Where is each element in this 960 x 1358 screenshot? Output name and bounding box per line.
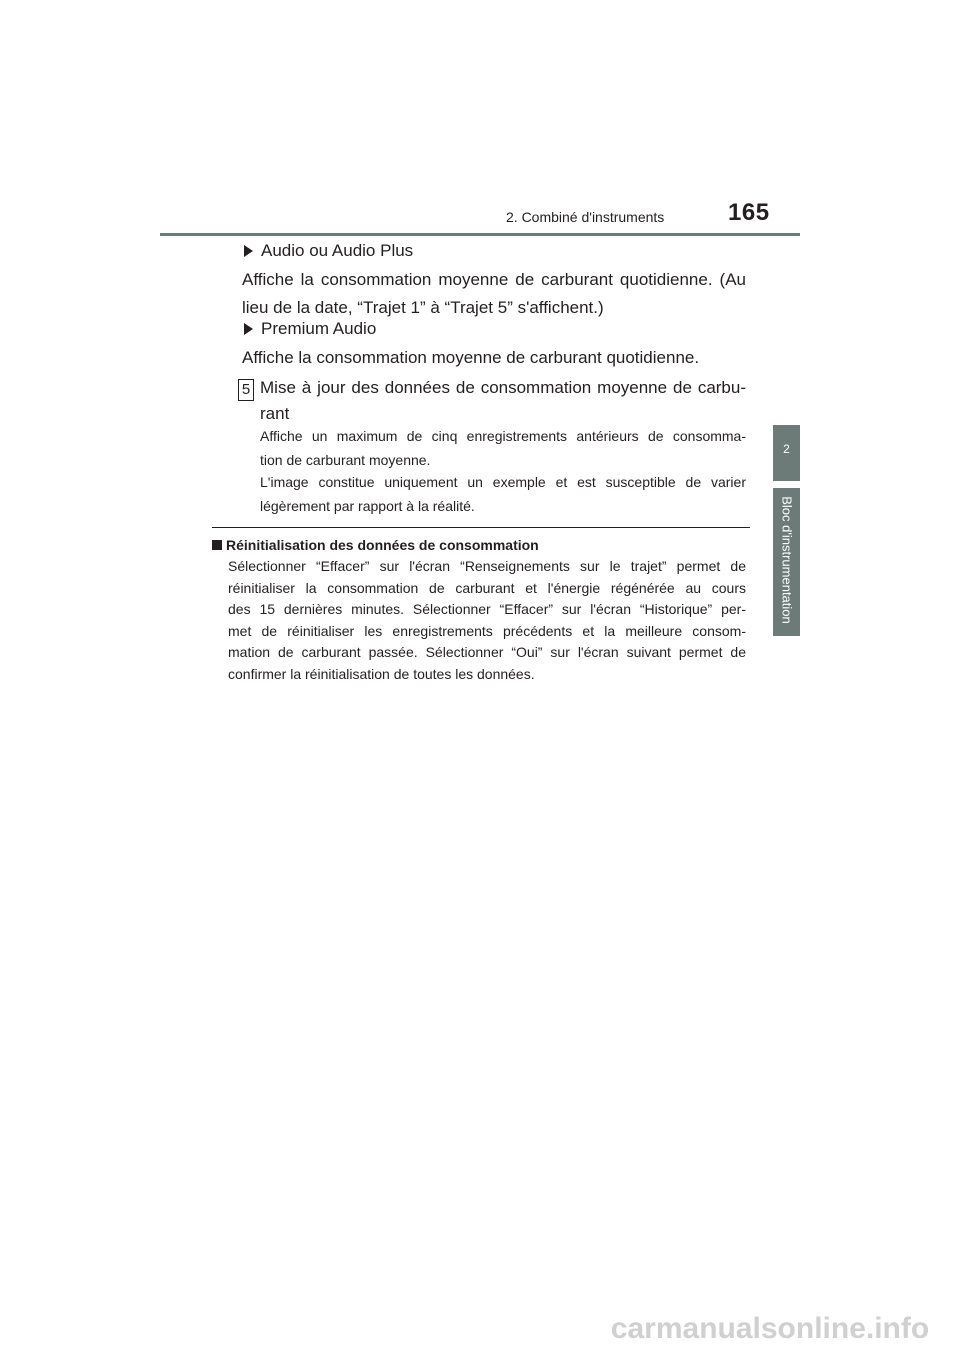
header-rule xyxy=(160,233,800,236)
section-header: 2. Combiné d'instruments xyxy=(506,209,665,225)
section-title-text: Réinitialisation des données de consommation xyxy=(226,537,539,553)
item-title xyxy=(260,375,746,427)
section-body-line: réinitialiser la consommation de carburant et l'énergie régénérée au cours xyxy=(228,579,746,596)
item-note-2-line-2: légèrement par rapport à la réalité. xyxy=(260,498,475,514)
item-title-line-2: rant xyxy=(260,404,290,423)
item-title-line-1: Mise à jour des données de consommation moyenne de carbu- xyxy=(260,378,746,397)
section-body xyxy=(228,556,746,685)
paragraph-audio-line-2: lieu de la date, “Trajet 1” à “Trajet 5” s'affichent.) xyxy=(242,298,604,317)
paragraph-audio xyxy=(242,266,746,322)
chapter-tab-label: Bloc d'instrumentation xyxy=(779,496,795,624)
section-body-line: confirmer la réinitialisation de toutes les données. xyxy=(228,665,535,682)
section-body-line: Sélectionner “Effacer” sur l'écran “Renseignements sur le trajet” permet de xyxy=(228,558,746,574)
chapter-tab-number: 2 xyxy=(783,442,790,456)
section-body-line: met de réinitialiser les enregistrements précédents et la meilleure consom- xyxy=(228,622,746,639)
paragraph-premium-audio: Affiche la consommation moyenne de carburant quotidienne. xyxy=(242,348,700,367)
paragraph-audio-line-1: Affiche la consommation moyenne de carburant quotidienne. (Au xyxy=(242,270,746,289)
item-note-1-line-2: tion de carburant moyenne. xyxy=(260,452,431,468)
section-rule xyxy=(212,527,750,528)
bullet-audio-label: Audio ou Audio Plus xyxy=(261,241,414,260)
item-note-2-line-1: L'image constitue uniquement un exemple et est susceptible de varier xyxy=(260,474,746,490)
bullet-audio xyxy=(244,241,413,261)
section-body-line: mation de carburant passée. Sélectionner “Oui” sur l'écran suivant permet de xyxy=(228,644,746,660)
page-number: 165 xyxy=(728,199,770,226)
triangle-bullet-icon xyxy=(244,323,253,335)
triangle-bullet-icon xyxy=(244,245,253,257)
item-note-1-line-1: Affiche un maximum de cinq enregistrements antérieurs de consomma- xyxy=(260,428,746,444)
item-number-box: 5 xyxy=(238,379,254,401)
watermark: carmanualsonline.info xyxy=(610,1312,930,1345)
square-bullet-icon xyxy=(212,540,222,550)
bullet-premium-audio-label: Premium Audio xyxy=(261,319,377,338)
item-note-2 xyxy=(260,470,746,518)
item-note-1 xyxy=(260,424,746,472)
section-title xyxy=(212,537,539,553)
section-body-line: des 15 dernières minutes. Sélectionner “Effacer” sur l'écran “Historique” per- xyxy=(228,601,746,617)
bullet-premium-audio xyxy=(244,319,376,339)
